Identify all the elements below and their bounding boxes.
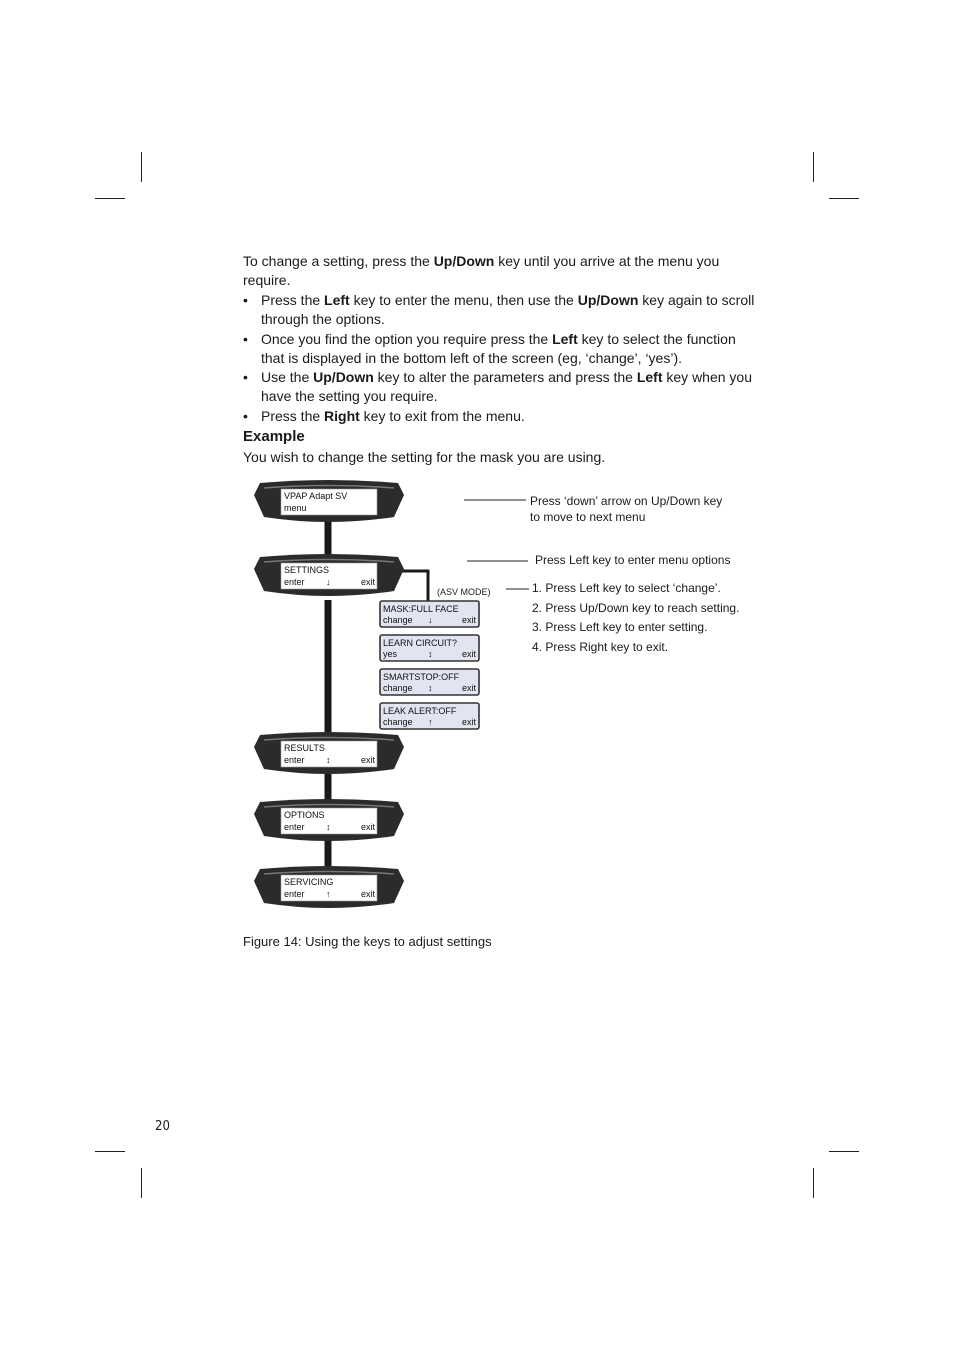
lcd-line: OPTIONS [284, 810, 325, 820]
lcd-line: LEAK ALERT:OFF [383, 706, 457, 716]
bullet-text [261, 407, 755, 426]
device-screen [254, 554, 404, 596]
annotation-left-key: Press Left key to enter menu options [535, 553, 731, 567]
bullet-text [261, 291, 755, 329]
lcd-arrow-icon: ↕ [326, 822, 331, 832]
intro-text: key until you arrive at the menu you require. [243, 253, 720, 288]
key-name: Left [552, 331, 578, 347]
bullet-text [261, 368, 755, 406]
lcd-line: RESULTS [284, 743, 325, 753]
lcd-arrow-icon: ↓ [326, 577, 331, 587]
device-screen [254, 799, 404, 841]
lcd-right-action: exit [360, 577, 375, 587]
device-screen [254, 480, 404, 522]
lcd-left-action: yes [383, 649, 398, 659]
lcd-left-action: change [383, 615, 413, 625]
annotation-step: 4. Press Right key to exit. [532, 640, 669, 654]
crop-mark [141, 152, 142, 182]
device-screen [254, 866, 404, 908]
crop-mark [813, 1168, 814, 1198]
lcd-left-action: enter [284, 577, 305, 587]
lcd-left-action: change [383, 717, 413, 727]
key-name: Left [324, 292, 350, 308]
key-name: Up/Down [577, 292, 639, 308]
page-number: 20 [155, 1119, 170, 1134]
key-name: Left [636, 369, 663, 385]
submenu-screen [380, 635, 479, 661]
key-name: Up/Down [313, 369, 374, 385]
bullet-fragment: key to select the function that is displayed in the bottom left of the screen (eg, ‘change’, ‘yes’). [261, 331, 736, 366]
intro-key: Up/Down [433, 253, 495, 269]
lcd-line: SERVICING [284, 877, 334, 887]
annotation-step: 2. Press Up/Down key to reach setting. [532, 601, 740, 615]
lcd-line: SMARTSTOP:OFF [383, 672, 460, 682]
lcd-left-action: enter [284, 822, 305, 832]
bullet-fragment: key again to scroll through the options. [261, 292, 755, 327]
lcd-arrow-icon: ↕ [326, 755, 331, 765]
crop-mark [829, 1151, 859, 1152]
bullet-fragment: key to exit from the menu. [359, 408, 525, 424]
bullet-fragment: key when you have the setting you require. [261, 369, 752, 404]
submenu-screen [380, 703, 479, 729]
lcd-arrow-icon: ↑ [428, 717, 433, 727]
crop-mark [141, 1168, 142, 1198]
lcd-line: SETTINGS [284, 565, 330, 575]
lcd-line: VPAP Adapt SV [284, 491, 348, 501]
submenu-screen [380, 601, 479, 627]
annotation-down-arrow [530, 493, 722, 525]
bullet-fragment: key to alter the parameters and press the [373, 369, 637, 385]
bullet-fragment: Use the [261, 369, 314, 385]
lcd-right-action: exit [360, 755, 375, 765]
bullet-fragment: key to enter the menu, then use the [349, 292, 578, 308]
lcd-line: MASK:FULL FACE [383, 604, 459, 614]
lcd-right-action: exit [461, 683, 476, 693]
example-text: You wish to change the setting for the mask you are using. [243, 449, 606, 465]
lcd-left-action: enter [284, 889, 305, 899]
lcd-left-action: menu [284, 503, 307, 513]
branch-connector [402, 571, 428, 601]
lcd-right-action: exit [360, 889, 375, 899]
lcd-arrow-icon: ↕ [428, 649, 433, 659]
submenu-screen [380, 669, 479, 695]
example-heading: Example [243, 428, 305, 445]
lcd-left-action: change [383, 683, 413, 693]
key-name: Right [324, 408, 360, 424]
lcd-right-action: exit [461, 649, 476, 659]
annotation-step: 1. Press Left key to select ‘change’. [532, 581, 721, 595]
crop-mark [95, 1151, 125, 1152]
figure-caption: Figure 14: Using the keys to adjust settings [243, 934, 492, 949]
mode-label: (ASV MODE) [437, 587, 491, 597]
crop-mark [829, 198, 859, 199]
bullet-fragment: Once you find the option you require press the [261, 331, 553, 347]
crop-mark [95, 198, 125, 199]
crop-mark [813, 152, 814, 182]
menu-flow-diagram [240, 470, 760, 920]
annotation-line: Press ‘down’ arrow on Up/Down key [530, 494, 723, 508]
lcd-line: LEARN CIRCUIT? [383, 638, 458, 648]
lcd-right-action: exit [360, 822, 375, 832]
bullet-fragment: Press the [261, 292, 325, 308]
lcd-arrow-icon: ↓ [428, 615, 433, 625]
device-screen [254, 732, 404, 774]
lcd-right-action: exit [461, 717, 476, 727]
lcd-right-action: exit [461, 615, 476, 625]
lcd-left-action: enter [284, 755, 305, 765]
bullet-fragment: Press the [261, 408, 325, 424]
intro-text: To change a setting, press the [243, 253, 434, 269]
lcd-arrow-icon: ↑ [326, 889, 331, 899]
intro-paragraph [243, 252, 755, 290]
annotation-line: to move to next menu [530, 510, 646, 524]
annotation-step: 3. Press Left key to enter setting. [532, 620, 708, 634]
bullet-text [261, 330, 755, 368]
lcd-arrow-icon: ↕ [428, 683, 433, 693]
